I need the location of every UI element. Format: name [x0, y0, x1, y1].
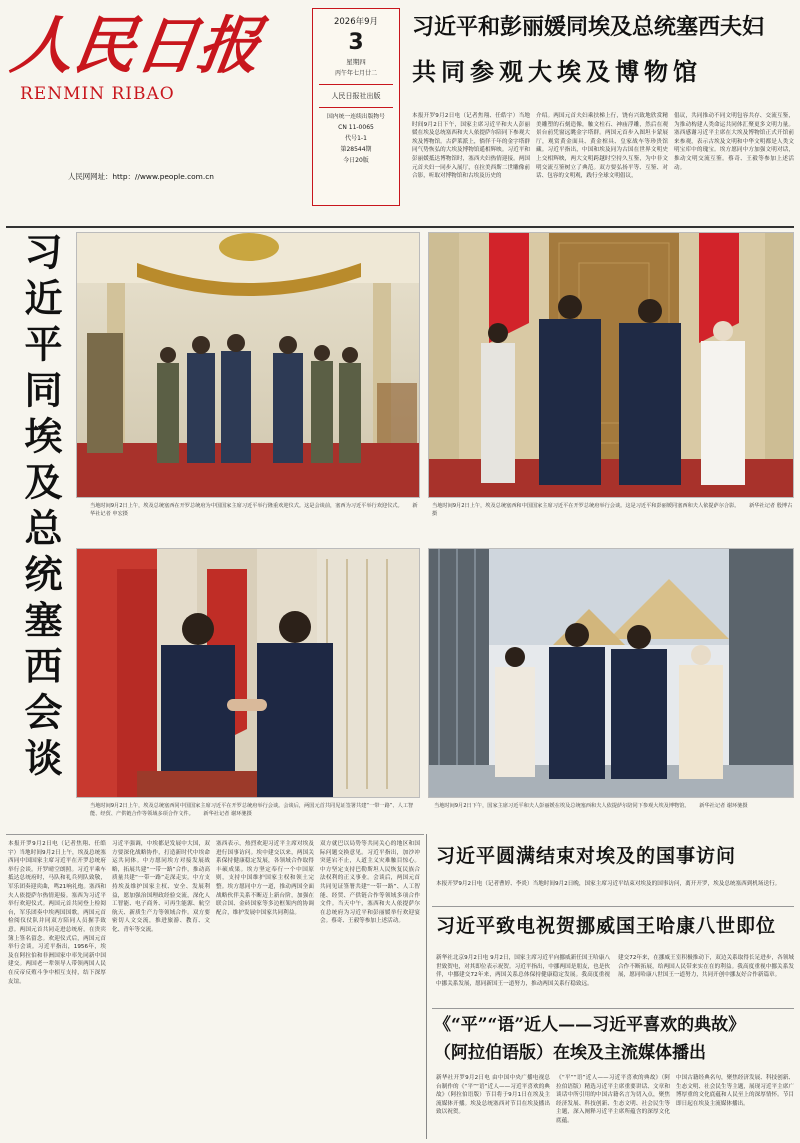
side-divider-2 — [432, 1008, 794, 1009]
cn-label: 国内统一连续出版物号 — [327, 114, 385, 120]
side-story-3-column-2: 《“平”“语”近人——习近平喜欢的典故》（阿拉伯语版）精选习近平主席重要讲话、文章和谈话中所引用的中国古籍名言为切入点，聚焦经济发展、科技创新、生态文明、社会民生等主题，深入阐释习近平主席所蕴含的深厚文化底蕴。 — [556, 1075, 670, 1124]
caption-text-4: 当地时间9月2日下午，国家主席习近平和夫人彭丽媛在埃及总统塞西和夫人依提萨尔陪同下参观大埃及博物馆。 — [434, 803, 690, 809]
masthead-pinyin: RENMIN RIBAO — [20, 84, 175, 104]
side-story-2-column-1: 新华社北京9月2日电 9月2日，国家主席习近平向挪威新任国王哈康八世致贺电，对其即位表示祝贺。习近平指出，中挪两国是朋友，也是伙伴，中挪建交72年来，两国关系总体保持健康稳定发展。我高度重视中挪关系发展，愿同新国王一道努力，推动两国关系行稳致远。 — [436, 955, 610, 987]
date-weekday: 星期四 — [346, 58, 366, 66]
cn-number: CN 11-0065 — [338, 124, 374, 131]
talks-column-1: 本报开罗9月2日电（记者焦翔、任皓宇）当地时间9月2日上午，埃及总统塞西同中国国家主席习近平在开罗总统府举行会谈。开罗晴空朗照。习近平乘车抵达总统府时，马队和礼兵列队致敬，军乐团奏迎宾曲，鸣21响礼炮。塞西和夫人依提萨尔热情迎接。塞西为习近平举行欢迎仪式。两国元首共同登上检阅台，军乐团奏中埃两国国歌。两国元首检阅仪仗队并同双方陪同人员握手致意。两国元首共同走进总统府，在贵宾簿上签名留念。欢迎仪式后，两国元首举行会谈。习近平指出，1956年，埃及在阿拉伯和非洲国家中率先同新中国建交。两国老一辈领导人带领两国人民在反帝反殖斗争中相互支持，结下深厚友谊。 — [8, 841, 106, 985]
vertical-headline-text: 习近平同埃及总统塞西会谈 — [18, 232, 63, 784]
handshake-image — [77, 549, 420, 798]
date-day: 3 — [348, 30, 364, 55]
photo-caption-2 — [432, 502, 794, 528]
publisher: 人民日报社出版 — [331, 92, 381, 100]
side-story-2-headline: 习近平致电祝贺挪威国王哈康八世即位 — [436, 915, 777, 937]
credit-1: 新华社记者 申宏摄 — [90, 503, 418, 517]
lead-headline-line2: 共同参观大埃及博物馆 — [412, 57, 702, 86]
date-box — [312, 8, 400, 206]
masthead-divider — [6, 226, 794, 228]
caption-text-3: 当地时间9月2日上午，埃及总统塞西同中国国家主席习近平在开罗总统府举行会谈。会谈后，两国元首共同见证签署共建“一带一路”、人工智能、经贸、产供链合作等领域多项合作文件。 — [90, 803, 414, 817]
photo-group-couples — [428, 232, 794, 498]
talks-column-2: 习近平强调，中埃都是发展中大国，双方要深化战略协作，打造新时代中埃命运共同体。中方愿同埃方对接发展战略，拓展共建“一带一路”合作，推动高质量共建“一带一路”走深走实。中方支持埃及维护国家主权、安全、发展利益，愿加强治国理政经验交流，深化人工智能、电子商务、可再生能源、航空航天、新质生产力等领域合作。双方要密切人文交流，推进旅游、教育、文化、青年等交流。 — [112, 841, 210, 933]
issue-code: 代号1-1 — [345, 135, 367, 142]
side-story-1-text: 本报开罗9月2日电（记者曹婷、李炎）当地时间9月2日晚，国家主席习近平结束对埃及的国事访问，离开开罗，埃及总统塞西到机场送行。 — [436, 881, 781, 887]
photo-caption-1 — [90, 502, 420, 528]
issue-number: 第28544期 — [340, 146, 372, 153]
side-divider-1 — [432, 906, 794, 907]
photo-handshake — [76, 548, 420, 798]
photo-caption-4 — [434, 802, 794, 828]
side-story-3-column-3: 中国古籍经典名句，聚焦经济发展、科技创新、生态文明、社会民生等主题，展现习近平主席广博厚重的文化底蕴和人民至上的深厚情怀。节目即日起在埃及主流媒体播出。 — [676, 1075, 794, 1107]
welcome-ceremony-image — [77, 233, 420, 498]
credit-3: 新华社记者 谢环驰摄 — [203, 811, 252, 817]
museum-visit-image — [429, 549, 794, 798]
group-couples-image — [429, 233, 794, 498]
column-divider — [426, 834, 427, 1139]
talks-divider — [6, 834, 424, 835]
lead-column-2: 介绍。两国元首夫妇乘扶梯上行，饶有兴致地欣赏精美雕塑的石刻造像，触文柱石、神庙浮雕，然后在观景台前凭窗远眺金字塔群。两国元首步入图坦卡蒙展厅，观赏黄金面具、黄金棺具、皇家战车等珍贵馆藏。习近平指出，中国和埃及同为古国在世界文明史上交相辉映，两大文明跨越时空持久互鉴，为中非文明交流互鉴树立了典范。双方要弘扬平等、互鉴、对话、包容的文明观，践行全球文明倡议， — [536, 113, 668, 180]
masthead-logo — [6, 6, 304, 116]
vertical-headline — [8, 232, 72, 822]
date-line: 2026年9月 — [333, 17, 379, 27]
side-story-3-headline-1: 《“平”“语”近人——习近平喜欢的典故》 — [434, 1015, 746, 1035]
page-count: 今日20版 — [343, 157, 369, 164]
side-story-3-column-1: 新华社开罗9月2日电 由中国中央广播电视总台制作的《“平”“语”近人——习近平喜欢的典故》（阿拉伯语版）节目将于9月1日在埃及主流媒体开播。埃及总统塞西对节目在埃及播出致以祝贺。 — [436, 1075, 550, 1116]
masthead-website[interactable]: 人民网网址：http：//www.people.com.cn — [68, 172, 214, 181]
photo-caption-3 — [90, 802, 420, 832]
photo-museum-visit — [428, 548, 794, 798]
photo-welcome-ceremony — [76, 232, 420, 498]
lead-column-3: 倡议，共同推动不同文明包容共存、交流互鉴，为推动构建人类命运共同体汇聚更多文明力量。塞西感谢习近平主席在大埃及博物馆正式开馆前来参观，表示古埃及文明和中华文明都是人类文明宝库中的瑰宝。埃方愿同中方加强文明对话，推动文明交流互鉴。蔡奇、王毅等参加上述活动。 — [674, 113, 794, 171]
lead-headline-line1: 习近平和彭丽媛同埃及总统塞西夫妇 — [412, 14, 765, 40]
date-lunar: 丙午年七月廿二 — [334, 70, 377, 77]
talks-column-4: 双方就巴以局势等共同关心的地区和国际问题交换意见。习近平指出，加沙冲突延宕不止，人道主义灾难触目惊心。中方坚定支持巴勒斯坦人民恢复民族合法权利的正义事业。会谈后，两国元首共同见证签署共建“一带一路”、人工智能、经贸、产供链合作等领域多项合作文件。当天中午，塞西和夫人依提萨尔在总统府为习近平和彭丽媛举行欢迎宴会。蔡奇、王毅等参加上述活动。 — [320, 841, 420, 925]
side-story-2-column-2: 建交72年来，在挪威王室积极推动下，双边关系取得长足进步，各领域合作不断拓展，给两国人民带来实在在的利益。我高度重视中挪关系发展，愿同哈康八世国王一道努力，共同开创中挪友好合作新篇章。 — [618, 955, 794, 979]
credit-2: 新华社记者 殷博古摄 — [432, 503, 793, 517]
side-story-3-headline-2: （阿拉伯语版）在埃及主流媒体播出 — [434, 1043, 706, 1063]
talks-column-3: 塞西表示，热烈欢迎习近平主席对埃及进行国事访问。埃中建交以来，两国关系保持健康稳定发展，各领域合作取得丰硕成果。埃方坚定奉行一个中国原则，支持中国维护国家主权和领土完整。埃方愿同中方一道，推动两国全面战略伙伴关系不断迈上新台阶，加强在联合国、金砖国家等多边框架内的协调配合，维护发展中国家共同利益。 — [216, 841, 314, 916]
credit-4: 新华社记者 谢环驰摄 — [699, 803, 748, 809]
caption-text-2: 当地时间9月2日上午，埃及总统塞西和中国国家主席习近平在开罗总统府举行会谈。这是习近平和彭丽媛同塞西和夫人依提萨尔合影。 — [432, 503, 740, 509]
masthead-title: 人民日报 — [6, 9, 266, 82]
lead-column-1: 本报开罗9月2日电（记者焦翔、任皓宇）当地时间9月2日下午，国家主席习近平和夫人彭丽媛在埃及总统塞西和夫人依提萨尔陪同下参观大埃及博物馆。古萨莱派上，徜徉千年的金字塔群同气势恢弘的大埃及博物馆遥相辉映。习近平和彭丽媛抵达博物馆时，塞西夫妇热情迎接。两国元首夫妇一同步入展厅，在拉美西斯二世雕像前合影，听取对博物馆和古埃及历史的 — [412, 113, 530, 180]
caption-text-1: 当地时间9月2日上午，埃及总统塞西在开罗总统府为中国国家主席习近平举行隆重欢迎仪式。这是会谈前，塞西为习近平举行欢迎仪式。 — [90, 503, 403, 509]
side-story-1-headline: 习近平圆满结束对埃及的国事访问 — [436, 845, 737, 867]
